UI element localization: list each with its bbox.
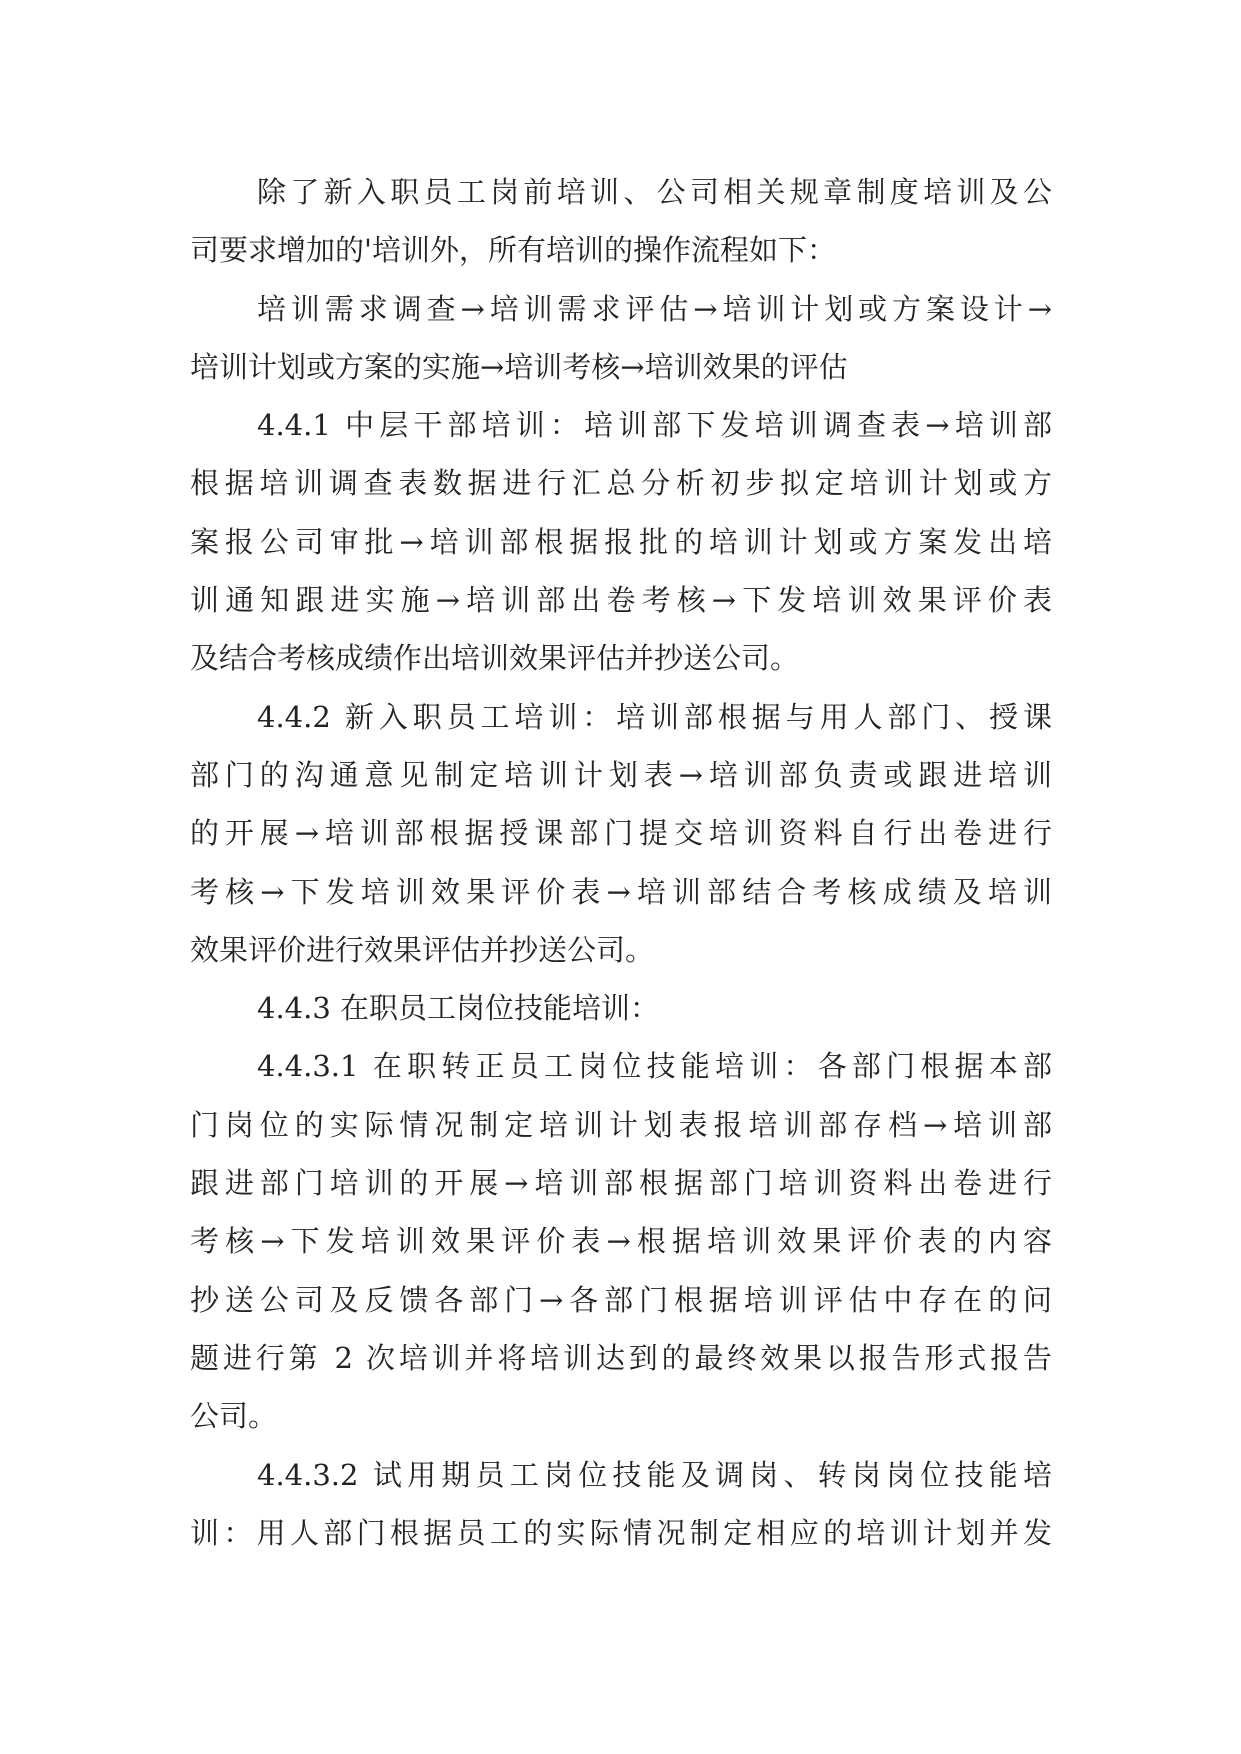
text-line: 题进行第 2 次培训并将培训达到的最终效果以报告形式报告: [190, 1340, 1052, 1375]
text-line: 4.4.1 中层干部培训：培训部下发培训调查表→培训部: [257, 408, 1052, 443]
text-line: 训：用人部门根据员工的实际情况制定相应的培训计划并发: [190, 1515, 1052, 1550]
text-line: 考核→下发培训效果评价表→培训部结合考核成绩及培训: [190, 874, 1052, 909]
text-line: 培训需求调查→培训需求评估→培训计划或方案设计→: [257, 291, 1052, 326]
text-line: 司要求增加的'培训外，所有培训的操作流程如下：: [190, 233, 836, 268]
document-body: [190, 163, 1052, 1562]
text-line: 跟进部门培训的开展→培训部根据部门培训资料出卷进行: [190, 1166, 1052, 1201]
text-line: 抄送公司及反馈各部门→各部门根据培训评估中存在的问: [190, 1282, 1052, 1317]
text-line: 公司。: [190, 1399, 278, 1434]
text-line: 4.4.3.2 试用期员工岗位技能及调岗、转岗岗位技能培: [257, 1457, 1052, 1492]
text-line: 根据培训调查表数据进行汇总分析初步拟定培训计划或方: [190, 466, 1052, 501]
text-line: 4.4.2 新入职员工培训：培训部根据与用人部门、授课: [257, 699, 1052, 734]
text-line: 案报公司审批→培训部根据报批的培训计划或方案发出培: [190, 524, 1052, 559]
text-line: 考核→下发培训效果评价表→根据培训效果评价表的内容: [190, 1224, 1052, 1259]
text-line: 除了新入职员工岗前培训、公司相关规章制度培训及公: [257, 175, 1052, 209]
text-line: 部门的沟通意见制定培训计划表→培训部负责或跟进培训: [190, 757, 1052, 792]
text-line: 及结合考核成绩作出培训效果评估并抄送公司。: [190, 641, 800, 676]
text-line: 4.4.3 在职员工岗位技能培训：: [257, 991, 660, 1026]
text-line: 训通知跟进实施→培训部出卷考核→下发培训效果评价表: [190, 583, 1052, 618]
text-line: 门岗位的实际情况制定培训计划表报培训部存档→培训部: [190, 1107, 1052, 1142]
text-line: 培训计划或方案的实施→培训考核→培训效果的评估: [190, 349, 848, 384]
text-line: 的开展→培训部根据授课部门提交培训资料自行出卷进行: [190, 816, 1052, 851]
text-line: 4.4.3.1 在职转正员工岗位技能培训：各部门根据本部: [257, 1049, 1052, 1084]
text-line: 效果评价进行效果评估并抄送公司。: [190, 932, 655, 967]
